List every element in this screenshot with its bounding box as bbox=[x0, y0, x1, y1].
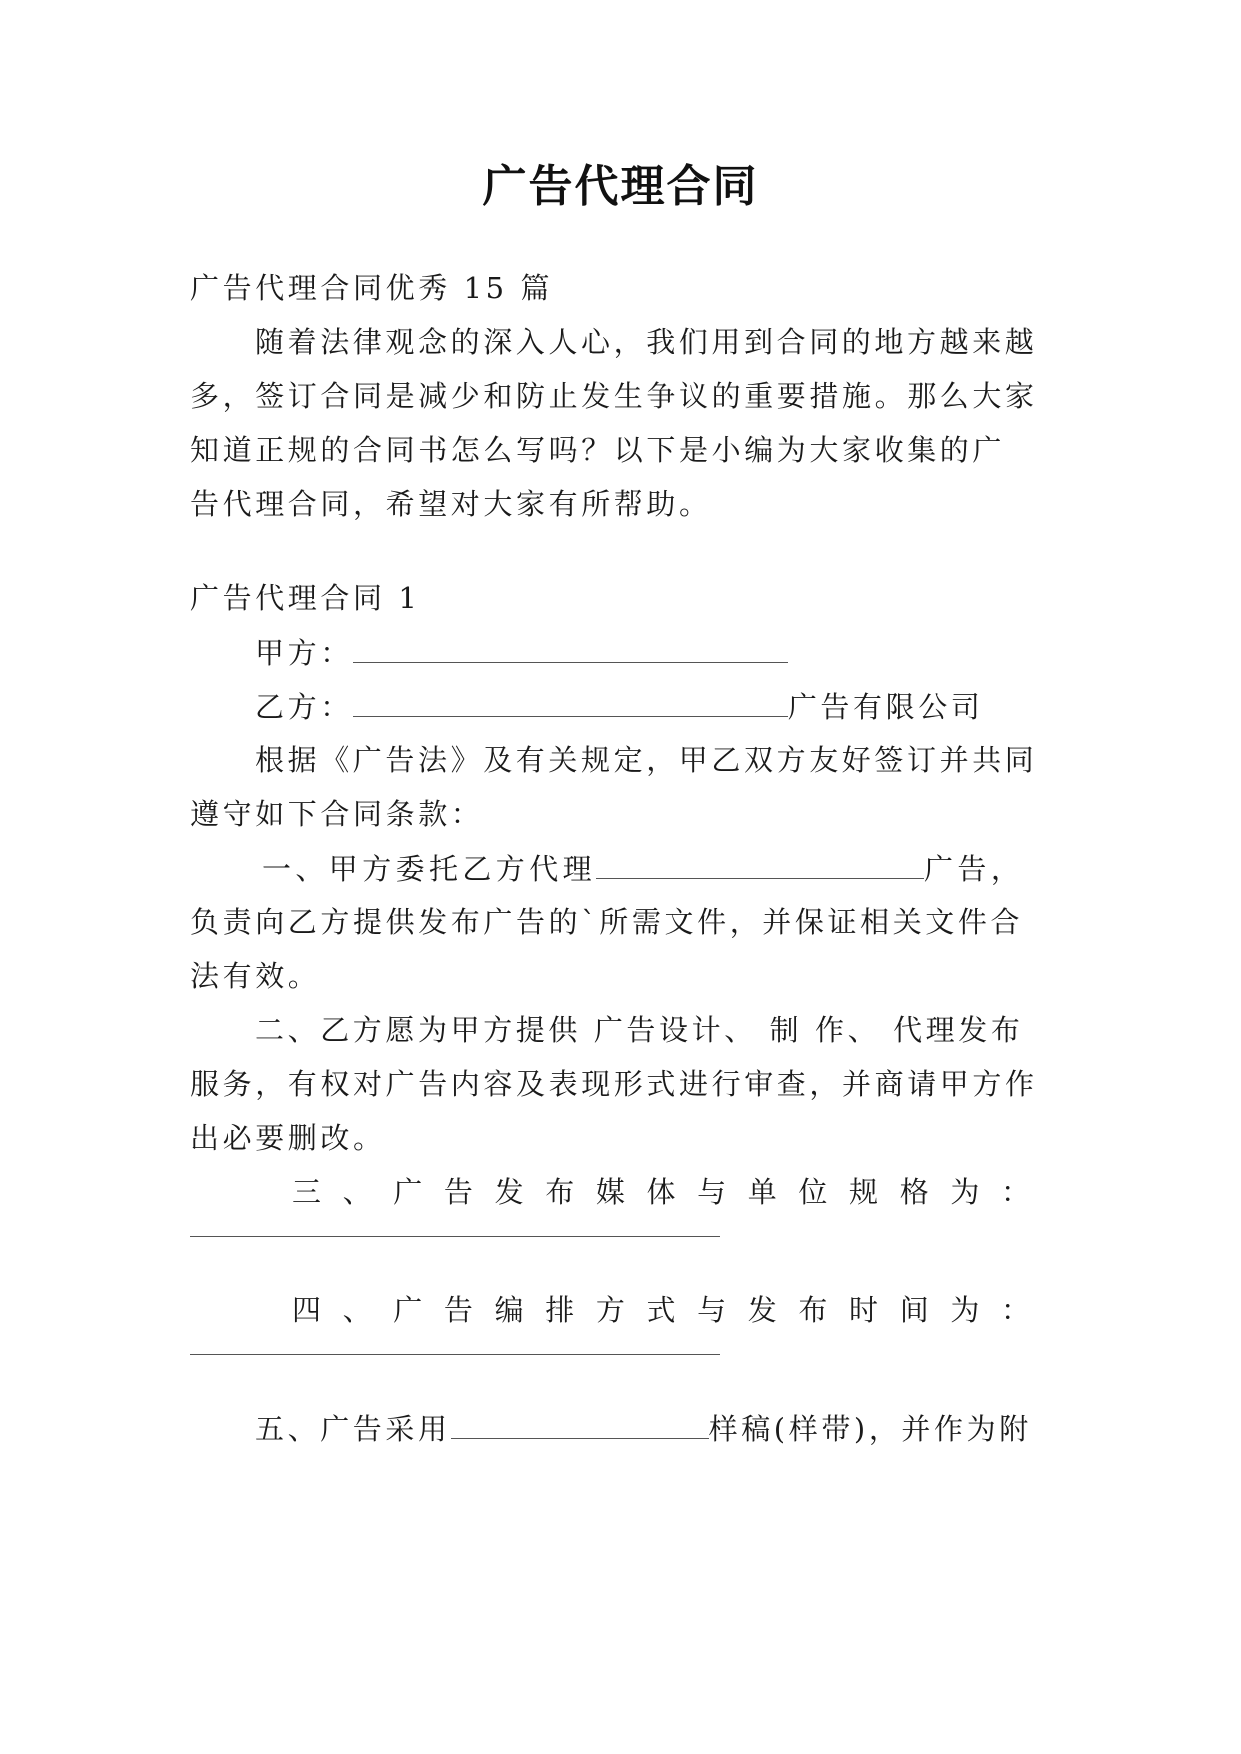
clause-3-char: 单 bbox=[747, 1175, 777, 1209]
clause-4-char: ： bbox=[1000, 1293, 1030, 1327]
clause-3-char: 规 bbox=[849, 1175, 879, 1209]
clause-4-char: 与 bbox=[697, 1293, 727, 1327]
clause-4-char: 式 bbox=[646, 1293, 676, 1327]
clause-3-char: 格 bbox=[899, 1175, 929, 1209]
clause-4-char: 编 bbox=[494, 1293, 524, 1327]
clause-3-char: 为 bbox=[950, 1175, 980, 1209]
clause-4-line bbox=[292, 1290, 1030, 1330]
clause-4-char: 方 bbox=[595, 1293, 625, 1327]
document-subtitle: 广告代理合同优秀 15 篇 bbox=[190, 271, 554, 305]
intro-line-3: 知道正规的合同书怎么写吗？以下是小编为大家收集的广 bbox=[190, 433, 1006, 467]
clause-5-blank bbox=[451, 1408, 709, 1439]
party-b-line bbox=[255, 686, 1065, 727]
clause-4-char: 间 bbox=[899, 1293, 929, 1327]
party-b-label: 乙方： bbox=[255, 690, 353, 724]
party-b-suffix: 广告有限公司 bbox=[787, 690, 984, 724]
party-a-label: 甲方： bbox=[255, 636, 353, 670]
clause-3-char: 布 bbox=[545, 1175, 575, 1209]
clause-4-char: 排 bbox=[545, 1293, 575, 1327]
document-title: 广告代理合同 bbox=[482, 161, 759, 212]
clause-2-line-2: 服务，有权对广告内容及表现形式进行审查，并商请甲方作 bbox=[190, 1067, 1038, 1101]
clause-4-char: 、 bbox=[342, 1293, 372, 1327]
clause-4-char: 为 bbox=[950, 1293, 980, 1327]
clause-1-line-3: 法有效。 bbox=[190, 959, 321, 993]
clause-3-line bbox=[292, 1172, 1030, 1212]
clause-5-prefix: 五、广告采用 bbox=[255, 1412, 451, 1446]
clause-3-char: 发 bbox=[494, 1175, 524, 1209]
preamble-line-2: 遵守如下合同条款： bbox=[190, 797, 484, 831]
clause-4-char: 发 bbox=[747, 1293, 777, 1327]
clause-2-line-3: 出必要删改。 bbox=[190, 1121, 386, 1155]
clause-4-char: 布 bbox=[798, 1293, 828, 1327]
clause-1-suffix: 广告， bbox=[924, 852, 1025, 886]
party-a-line bbox=[255, 632, 1065, 673]
clause-1-blank bbox=[596, 848, 924, 879]
clause-4-char: 四 bbox=[292, 1293, 322, 1327]
clause-4-char: 告 bbox=[443, 1293, 473, 1327]
clause-4-char: 广 bbox=[393, 1293, 423, 1327]
clause-3-char: ： bbox=[1000, 1175, 1030, 1209]
party-a-blank bbox=[353, 632, 788, 663]
clause-3-blank bbox=[190, 1236, 720, 1237]
clause-1-prefix: 一、甲方委托乙方代理 bbox=[262, 852, 597, 886]
clause-4-char: 时 bbox=[849, 1293, 879, 1327]
clause-3-char: 广 bbox=[393, 1175, 423, 1209]
clause-3-char: 体 bbox=[646, 1175, 676, 1209]
clause-1-line-1 bbox=[262, 848, 1072, 889]
clause-5-line-1 bbox=[255, 1408, 1065, 1449]
intro-line-2: 多，签订合同是减少和防止发生争议的重要措施。那么大家 bbox=[190, 379, 1038, 413]
clause-3-char: 三 bbox=[292, 1175, 322, 1209]
intro-line-4: 告代理合同，希望对大家有所帮助。 bbox=[190, 487, 712, 521]
party-b-blank bbox=[353, 686, 788, 717]
clause-3-char: 、 bbox=[342, 1175, 372, 1209]
clause-3-char: 与 bbox=[697, 1175, 727, 1209]
clause-1-line-2: 负责向乙方提供发布广告的`所需文件，并保证相关文件合 bbox=[190, 905, 1024, 939]
section-heading: 广告代理合同 1 bbox=[190, 581, 421, 615]
clause-3-char: 告 bbox=[443, 1175, 473, 1209]
clause-3-char: 位 bbox=[798, 1175, 828, 1209]
preamble-line-1: 根据《广告法》及有关规定，甲乙双方友好签订并共同 bbox=[255, 743, 1038, 777]
clause-3-char: 媒 bbox=[595, 1175, 625, 1209]
intro-line-1: 随着法律观念的深入人心，我们用到合同的地方越来越 bbox=[255, 325, 1038, 359]
clause-4-blank bbox=[190, 1354, 720, 1355]
clause-2-line-1: 二、乙方愿为甲方提供 广告设计、 制 作、 代理发布 bbox=[255, 1013, 1024, 1047]
clause-5-suffix: 样稿(样带)，并作为附 bbox=[708, 1412, 1032, 1446]
